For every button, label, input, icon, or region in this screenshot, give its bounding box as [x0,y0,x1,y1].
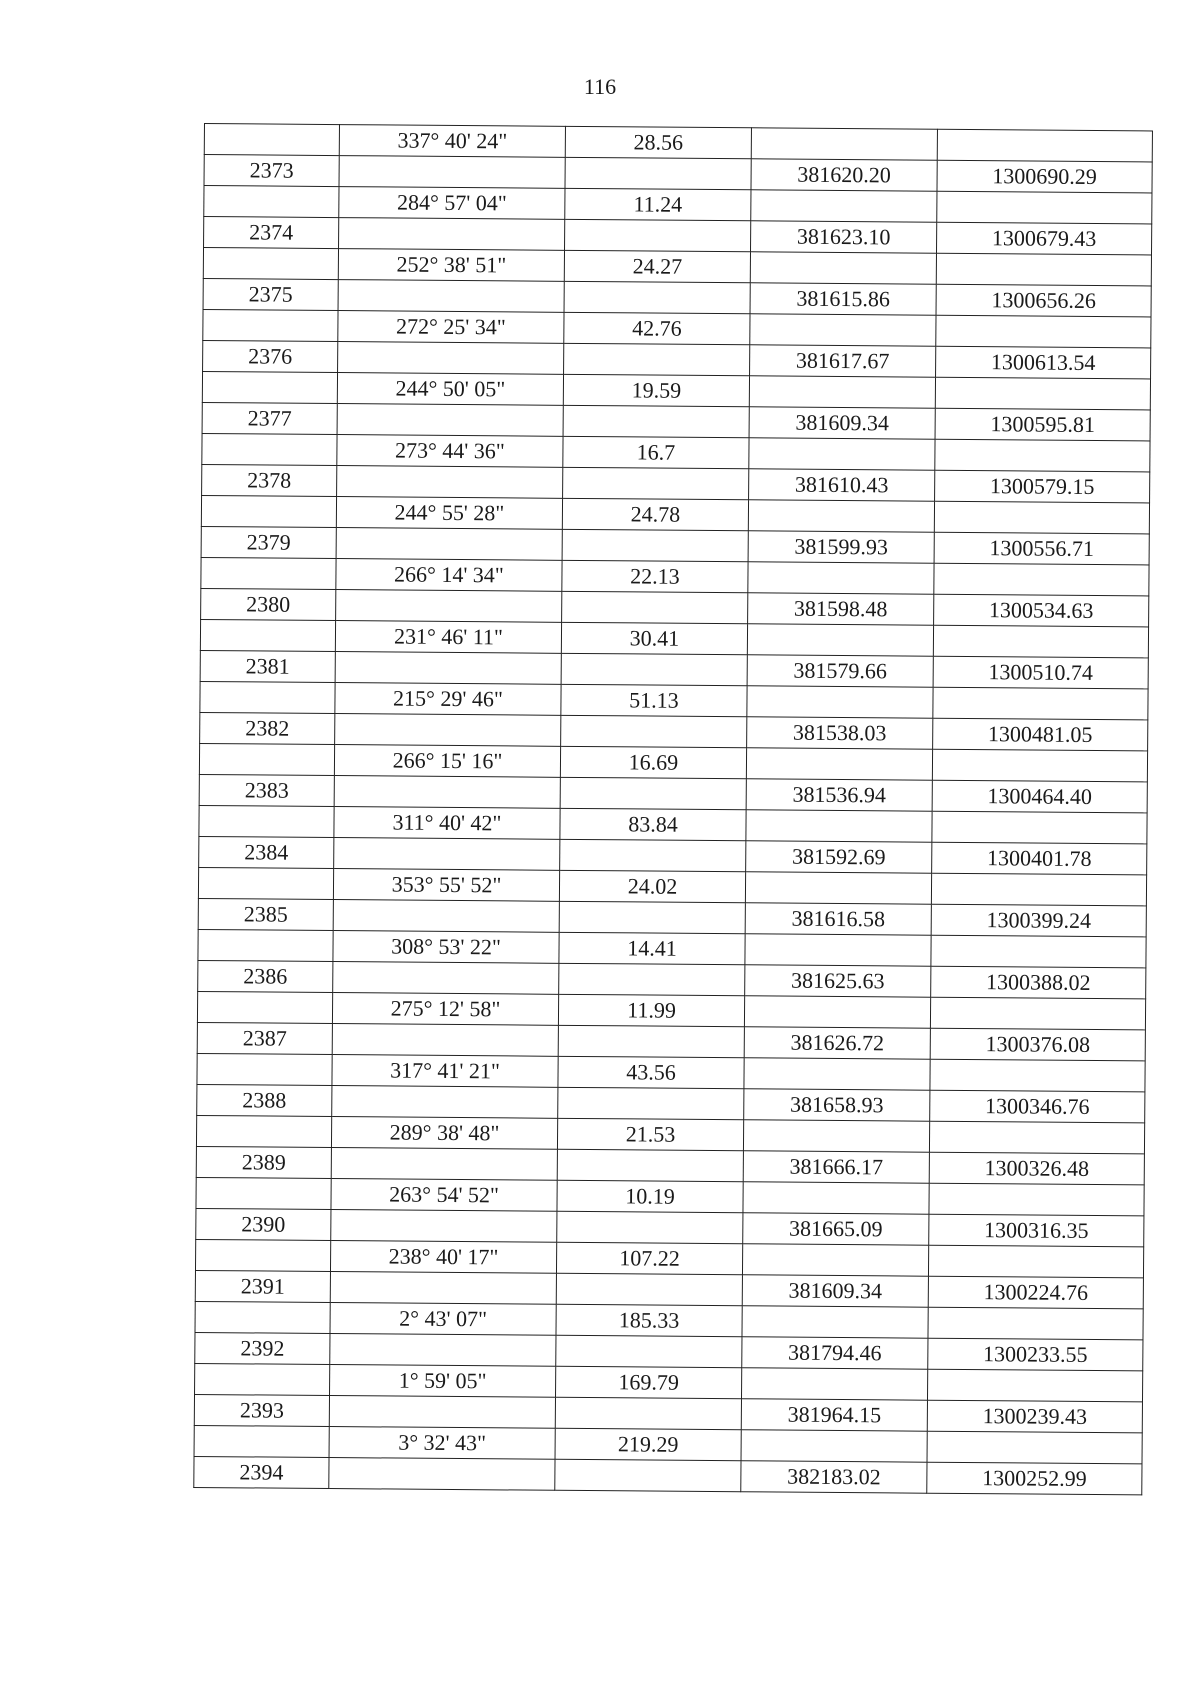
distance-cell-empty [565,157,751,189]
bearing-cell-empty [335,652,561,685]
distance-cell-empty [559,963,745,995]
station-cell-empty [195,1301,330,1333]
distance-cell: 11.99 [558,994,744,1026]
station-id-cell: 2389 [196,1146,331,1178]
northing-cell: 381536.94 [746,779,932,811]
traverse-table-body [194,124,1153,1495]
bearing-cell: 289° 38' 48" [331,1117,557,1150]
distance-cell: 16.7 [563,436,749,468]
distance-cell-empty [563,467,749,499]
station-id-cell: 2390 [196,1208,331,1240]
station-cell-empty [198,929,333,961]
northing-cell: 381623.10 [751,221,937,253]
northing-cell-empty [750,314,936,346]
distance-cell: 28.56 [565,126,751,158]
distance-cell: 185.33 [556,1304,742,1336]
easting-cell: 1300690.29 [937,160,1152,193]
station-id-cell: 2388 [197,1084,332,1116]
bearing-cell: 337° 40' 24" [339,125,565,158]
northing-cell-empty [741,1430,927,1462]
bearing-cell: 1° 59' 05" [330,1365,556,1398]
northing-cell: 381794.46 [742,1337,928,1369]
easting-cell-empty [930,997,1145,1030]
station-cell-empty [199,743,334,775]
northing-cell: 381538.03 [747,717,933,749]
bearing-cell-empty [329,1458,555,1491]
distance-cell: 107.22 [556,1242,742,1274]
easting-cell: 1300401.78 [932,842,1147,875]
bearing-cell-empty [334,776,560,809]
station-cell-empty [200,619,335,651]
distance-cell: 22.13 [562,560,748,592]
bearing-cell-empty [339,218,565,251]
bearing-cell-empty [332,1086,558,1119]
bearing-cell: 275° 12' 58" [332,993,558,1026]
easting-cell: 1300239.43 [927,1400,1142,1433]
station-cell-empty [201,495,336,527]
distance-cell-empty [561,715,747,747]
bearing-cell-empty [331,1210,557,1243]
bearing-cell: 231° 46' 11" [335,621,561,654]
station-id-cell: 2384 [199,836,334,868]
distance-cell: 19.59 [563,374,749,406]
traverse-table-container [193,123,1152,1495]
station-cell-empty [196,1177,331,1209]
easting-cell: 1300316.35 [929,1214,1144,1247]
distance-cell: 42.76 [564,312,750,344]
distance-cell-empty [556,1273,742,1305]
northing-cell-empty [742,1244,928,1276]
northing-cell: 381665.09 [743,1213,929,1245]
distance-cell-empty [557,1211,743,1243]
station-cell-empty [196,1115,331,1147]
northing-cell-empty [745,872,931,904]
easting-cell-empty [927,1431,1142,1464]
distance-cell-empty [562,591,748,623]
northing-cell: 381599.93 [748,531,934,563]
distance-cell-empty [557,1149,743,1181]
easting-cell-empty [936,315,1151,348]
bearing-cell-empty [335,714,561,747]
bearing-cell-empty [339,156,565,189]
easting-cell-empty [933,687,1148,720]
easting-cell-empty [931,935,1146,968]
bearing-cell: 3° 32' 43" [329,1427,555,1460]
northing-cell-empty [750,252,936,284]
distance-cell-empty [560,777,746,809]
station-cell-empty [197,991,332,1023]
easting-cell-empty [931,873,1146,906]
easting-cell-empty [930,1059,1145,1092]
station-id-cell: 2391 [195,1270,330,1302]
bearing-cell-empty [329,1396,555,1429]
station-cell-empty [195,1363,330,1395]
easting-cell: 1300376.08 [930,1028,1145,1061]
station-cell-empty [194,1425,329,1457]
traverse-table [193,123,1153,1495]
northing-cell-empty [743,1182,929,1214]
easting-cell: 1300481.05 [933,718,1148,751]
northing-cell: 381616.58 [745,903,931,935]
bearing-cell-empty [337,404,563,437]
station-cell-empty [199,805,334,837]
bearing-cell-empty [330,1272,556,1305]
bearing-cell: 238° 40' 17" [330,1241,556,1274]
easting-cell-empty [934,501,1149,534]
northing-cell: 381626.72 [744,1027,930,1059]
northing-cell-empty [746,810,932,842]
bearing-cell: 308° 53' 22" [333,931,559,964]
station-cell-empty [200,681,335,713]
distance-cell: 51.13 [561,684,747,716]
distance-cell-empty [559,901,745,933]
station-id-cell: 2380 [201,588,336,620]
bearing-cell-empty [332,1024,558,1057]
bearing-cell-empty [336,590,562,623]
northing-cell: 381609.34 [749,407,935,439]
easting-cell: 1300233.55 [928,1338,1143,1371]
easting-cell-empty [935,439,1150,472]
bearing-cell-empty [330,1334,556,1367]
easting-cell-empty [928,1245,1143,1278]
northing-cell-empty [749,438,935,470]
station-id-cell: 2387 [197,1022,332,1054]
northing-cell: 381658.93 [744,1089,930,1121]
station-id-cell: 2373 [204,155,339,187]
northing-cell-empty [744,996,930,1028]
easting-cell-empty [934,563,1149,596]
distance-cell-empty [555,1459,741,1491]
station-id-cell: 2382 [200,712,335,744]
station-cell-empty [204,186,339,218]
easting-cell: 1300579.15 [935,470,1150,503]
station-id-cell: 2376 [203,340,338,372]
station-row [194,1456,1142,1494]
distance-cell: 24.27 [564,250,750,282]
station-id-cell: 2374 [204,217,339,249]
easting-cell-empty [935,377,1150,410]
bearing-cell: 252° 38' 51" [338,249,564,282]
distance-cell: 11.24 [565,188,751,220]
easting-cell-empty [936,253,1151,286]
station-id-cell: 2379 [201,526,336,558]
bearing-cell-empty [336,528,562,561]
distance-cell-empty [558,1087,744,1119]
easting-cell: 1300252.99 [927,1462,1142,1495]
distance-cell-empty [564,343,750,375]
bearing-cell-empty [337,466,563,499]
station-cell-empty [202,371,337,403]
station-id-cell: 2383 [199,774,334,806]
northing-cell-empty [743,1120,929,1152]
easting-cell-empty [937,191,1152,224]
bearing-cell-empty [338,280,564,313]
station-cell-empty [195,1239,330,1271]
bearing-cell-empty [331,1148,557,1181]
distance-cell: 24.78 [562,498,748,530]
northing-cell-empty [741,1368,927,1400]
northing-cell: 381666.17 [743,1151,929,1183]
easting-cell: 1300224.76 [928,1276,1143,1309]
bearing-cell: 284° 57' 04" [339,187,565,220]
easting-cell-empty [932,749,1147,782]
station-cell-empty [201,557,336,589]
bearing-cell: 272° 25' 34" [338,311,564,344]
station-cell-empty [203,248,338,280]
easting-cell: 1300326.48 [929,1152,1144,1185]
bearing-cell: 244° 50' 05" [337,373,563,406]
station-id-cell: 2386 [198,960,333,992]
page-number: 116 [583,74,617,99]
northing-cell: 381609.34 [742,1275,928,1307]
easting-cell: 1300613.54 [936,346,1151,379]
northing-cell: 381598.48 [748,593,934,625]
bearing-cell: 317° 41' 21" [332,1055,558,1088]
easting-cell: 1300679.43 [936,222,1151,255]
distance-cell: 169.79 [556,1366,742,1398]
northing-cell: 381617.67 [750,345,936,377]
distance-cell-empty [562,529,748,561]
easting-cell: 1300534.63 [934,594,1149,627]
distance-cell: 16.69 [560,746,746,778]
easting-cell-empty [932,811,1147,844]
bearing-cell: 244° 55' 28" [336,497,562,530]
station-cell-empty [198,867,333,899]
easting-cell-empty [929,1183,1144,1216]
easting-cell: 1300556.71 [934,532,1149,565]
easting-cell-empty [927,1369,1142,1402]
distance-cell: 219.29 [555,1428,741,1460]
distance-cell-empty [555,1397,741,1429]
northing-cell-empty [748,500,934,532]
bearing-cell: 266° 15' 16" [334,745,560,778]
station-cell-empty [203,309,338,341]
northing-cell: 382183.02 [741,1461,927,1493]
distance-cell: 14.41 [559,932,745,964]
distance-cell-empty [561,653,747,685]
northing-cell-empty [747,624,933,656]
northing-cell: 381620.20 [751,159,937,191]
station-id-cell: 2378 [202,464,337,496]
station-id-cell: 2392 [195,1332,330,1364]
distance-cell-empty [564,281,750,313]
easting-cell-empty [937,129,1152,162]
bearing-cell: 266° 14' 34" [336,559,562,592]
northing-cell: 381592.69 [746,841,932,873]
northing-cell-empty [746,748,932,780]
northing-cell-empty [744,1058,930,1090]
easting-cell: 1300510.74 [933,656,1148,689]
northing-cell-empty [745,934,931,966]
northing-cell-empty [751,128,937,160]
easting-cell: 1300656.26 [936,284,1151,317]
easting-cell: 1300388.02 [931,966,1146,999]
bearing-cell: 311° 40' 42" [334,807,560,840]
northing-cell-empty [742,1306,928,1338]
distance-cell: 24.02 [559,870,745,902]
bearing-cell-empty [333,900,559,933]
easting-cell: 1300464.40 [932,780,1147,813]
station-id-cell: 2393 [194,1394,329,1426]
distance-cell: 43.56 [558,1056,744,1088]
station-cell-empty [202,433,337,465]
easting-cell: 1300346.76 [930,1090,1145,1123]
station-id-cell: 2381 [200,650,335,682]
northing-cell: 381615.86 [750,283,936,315]
station-cell-empty [204,124,339,156]
easting-cell-empty [929,1121,1144,1154]
easting-cell-empty [928,1307,1143,1340]
northing-cell-empty [749,376,935,408]
station-id-cell: 2394 [194,1456,329,1488]
northing-cell-empty [751,190,937,222]
station-id-cell: 2375 [203,278,338,310]
northing-cell: 381579.66 [747,655,933,687]
northing-cell: 381610.43 [749,469,935,501]
northing-cell: 381964.15 [741,1399,927,1431]
distance-cell-empty [558,1025,744,1057]
station-id-cell: 2377 [202,402,337,434]
bearing-cell-empty [333,962,559,995]
easting-cell: 1300399.24 [931,904,1146,937]
bearing-cell: 273° 44' 36" [337,435,563,468]
bearing-cell: 215° 29' 46" [335,683,561,716]
station-id-cell: 2385 [198,898,333,930]
northing-cell: 381625.63 [745,965,931,997]
bearing-cell-empty [334,838,560,871]
bearing-cell: 263° 54' 52" [331,1179,557,1212]
station-cell-empty [197,1053,332,1085]
easting-cell-empty [933,625,1148,658]
northing-cell-empty [747,686,933,718]
bearing-cell: 2° 43' 07" [330,1303,556,1336]
distance-cell-empty [563,405,749,437]
bearing-cell: 353° 55' 52" [333,869,559,902]
distance-cell-empty [565,219,751,251]
distance-cell-empty [556,1335,742,1367]
northing-cell-empty [748,562,934,594]
bearing-cell-empty [338,342,564,375]
easting-cell: 1300595.81 [935,408,1150,441]
distance-cell: 21.53 [557,1118,743,1150]
distance-cell: 30.41 [561,622,747,654]
distance-cell-empty [560,839,746,871]
distance-cell: 10.19 [557,1180,743,1212]
distance-cell: 83.84 [560,808,746,840]
